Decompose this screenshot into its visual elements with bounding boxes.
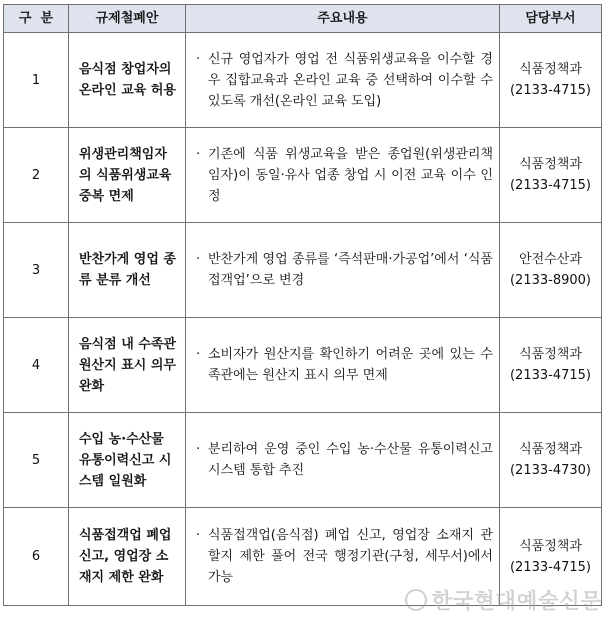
row-content: [186, 33, 500, 128]
dept-phone: (2133-4730): [509, 463, 591, 478]
row-title: 음식점 창업자의 온라인 교육 허용: [69, 33, 186, 128]
row-number: 3: [4, 223, 69, 318]
table-row: [4, 128, 602, 223]
row-content: [186, 223, 500, 318]
bullet-mark: ·: [196, 442, 201, 457]
bullet-mark: ·: [196, 347, 201, 362]
content-text: 식품접객업(음식점) 폐업 신고, 영업장 소재지 관할지 제한 풀어 전국 행정기관(구청, 세무서)에서 가능: [208, 528, 493, 585]
dept-name: 식품정책과: [519, 157, 582, 172]
table-row: [4, 413, 602, 508]
row-title: 위생관리책임자의 식품위생교육 중복 면제: [69, 128, 186, 223]
row-number: 4: [4, 318, 69, 413]
watermark: [405, 585, 602, 615]
row-dept: [500, 318, 602, 413]
row-title: 수입 농·수산물 유통이력신고 시스템 일원화: [69, 413, 186, 508]
row-dept: [500, 413, 602, 508]
content-text: 반찬가게 영업 종류를 ‘즉석판매·가공업’에서 ‘식품접객업’으로 변경: [208, 252, 493, 288]
dept-name: 식품정책과: [519, 442, 582, 457]
header-name: 규제철폐안: [69, 5, 186, 33]
bullet-mark: ·: [196, 51, 201, 67]
regulation-table: [3, 4, 602, 606]
dept-phone: (2133-4715): [509, 559, 591, 575]
dept-phone: (2133-8900): [509, 273, 591, 288]
bullet-mark: ·: [196, 146, 201, 162]
content-text: 기존에 식품 위생교육을 받은 종업원(위생관리책임자)이 동일·유사 업종 창업 시 이전 교육 이수 인정: [208, 146, 493, 204]
row-number: 5: [4, 413, 69, 508]
table-row: [4, 33, 602, 128]
dept-phone: (2133-4715): [509, 83, 591, 98]
header-row: [4, 5, 602, 33]
table-row: [4, 223, 602, 318]
row-dept: [500, 33, 602, 128]
content-text: 신규 영업자가 영업 전 식품위생교육을 이수할 경우 집합교육과 온라인 교육 중 선택하여 이수할 수 있도록 개선(온라인 교육 도입): [208, 51, 493, 109]
row-dept: [500, 128, 602, 223]
dept-name: 식품정책과: [519, 62, 582, 77]
dept-name: 식품정책과: [519, 538, 582, 554]
row-title: 식품접객업 폐업신고, 영업장 소재지 제한 완화: [69, 508, 186, 606]
header-dept: 담당부서: [500, 5, 602, 33]
watermark-logo-icon: [405, 589, 427, 611]
table-row: [4, 318, 602, 413]
header-content: 주요내용: [186, 5, 500, 33]
row-number: 2: [4, 128, 69, 223]
row-dept: [500, 223, 602, 318]
dept-phone: (2133-4715): [509, 368, 591, 383]
row-title: 음식점 내 수족관 원산지 표시 의무 완화: [69, 318, 186, 413]
row-content: [186, 413, 500, 508]
row-content: [186, 318, 500, 413]
header-no: 구 분: [4, 5, 69, 33]
content-text: 소비자가 원산지를 확인하기 어려운 곳에 있는 수족관에는 원산지 표시 의무 면제: [208, 347, 493, 383]
row-content: [186, 128, 500, 223]
content-text: 분리하여 운영 중인 수입 농·수산물 유통이력신고 시스템 통합 추진: [208, 442, 493, 478]
bullet-mark: ·: [196, 252, 201, 267]
watermark-text: 한국현대예술신문: [431, 589, 602, 613]
row-title: 반찬가게 영업 종류 분류 개선: [69, 223, 186, 318]
dept-name: 식품정책과: [519, 347, 582, 362]
bullet-mark: ·: [196, 528, 201, 543]
dept-phone: (2133-4715): [509, 178, 591, 193]
row-number: 1: [4, 33, 69, 128]
dept-name: 안전수산과: [519, 252, 582, 267]
row-number: 6: [4, 508, 69, 606]
